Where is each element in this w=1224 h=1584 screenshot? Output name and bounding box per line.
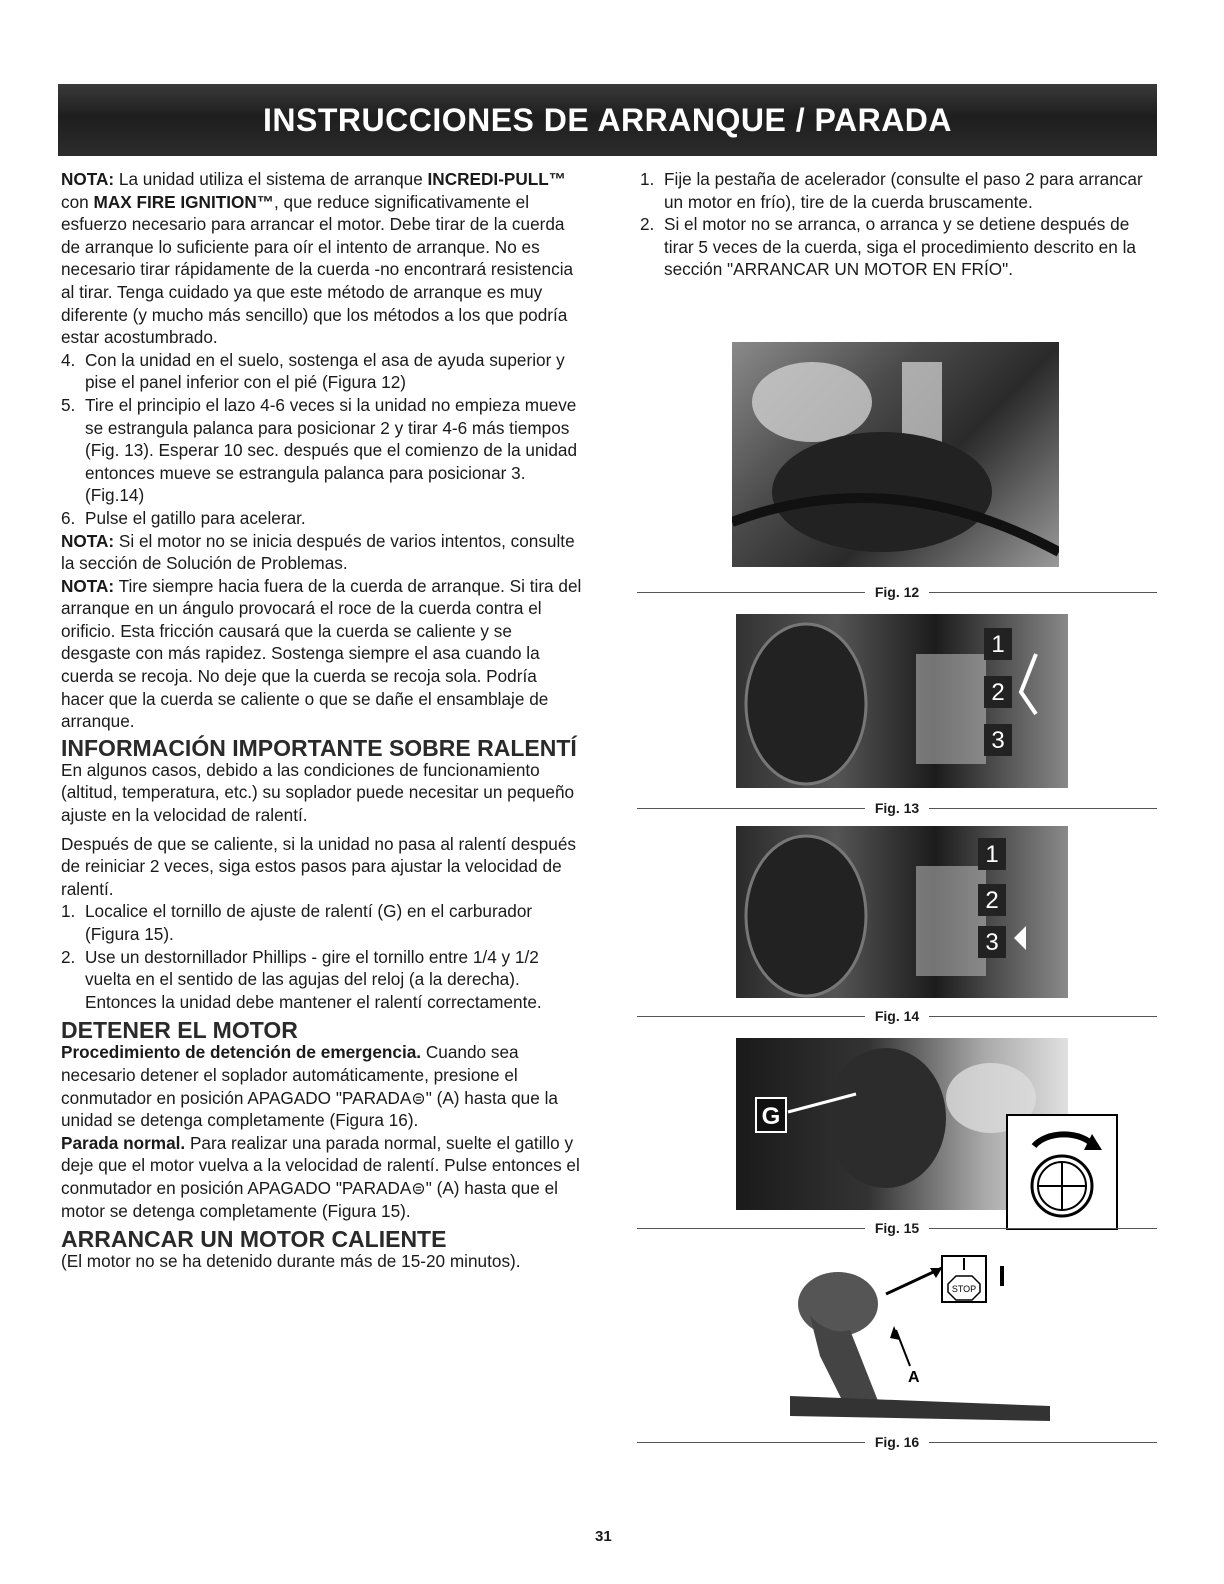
ralenti-paragraph-2: Después de que se caliente, si la unidad no pasa al ralentí después de reiniciar 2 veces, siga estos pasos para ajustar la velocidad de ralentí. [61,833,577,899]
nota-varios-intentos: NOTA: Si el motor no se inicia después de varios intentos, consulte la sección de Solución de Problemas. [61,530,575,574]
page-number: 31 [595,1528,612,1545]
figure-14-caption: Fig. 14 [637,1006,1157,1026]
figure-13-photo [736,614,1068,788]
right-column [640,168,1160,281]
figure-16-illustration [790,1246,1050,1424]
ralenti-paragraph-1: En algunos casos, debido a las condiciones de funcionamiento (altitud, temperatura, etc.) su soplador puede necesitar un pequeño ajuste en la velocidad de ralentí. [61,759,575,826]
caliente-paragraph: (El motor no se ha detenido durante más de 15-20 minutos). [61,1251,521,1272]
label-g: G [761,1103,781,1130]
svg-text:2: 2 [985,887,999,914]
choke-lever-illustration [736,826,1068,998]
figure-12-photo [732,342,1059,567]
left-column [61,168,583,1273]
svg-text:3: 3 [991,727,1005,754]
figure-12-caption: Fig. 12 [637,582,1157,602]
list-item: 1. Localice el tornillo de ajuste de ralentí (G) en el carburador (Figura 15). [61,901,533,944]
screw-rotation-inset [1006,1114,1118,1230]
figure-14-photo [736,826,1068,998]
svg-text:1: 1 [991,631,1005,658]
list-item: 2. Si el motor no se arranca, o arranca y se detiene después de tirar 5 veces de la cuerda, siga el procedimiento descrito en la sección "ARRANCAR UN MOTOR EN FRÍO". [640,214,1136,280]
choke-lever-illustration [736,614,1068,788]
svg-text:3: 3 [985,929,999,956]
starter-pull-illustration [732,342,1059,567]
list-item: 4. Con la unidad en el suelo, sostenga el asa de ayuda superior y pise el panel inferior con el pié (Figura 12) [61,349,565,393]
svg-text:2: 2 [991,679,1005,706]
emergencia-paragraph: Procedimiento de detención de emergencia. Cuando sea necesario detener el soplador automáticamente, presione el conmutador en posición APAGADO "PARADA⊜" (A) hasta que la unidad se detenga completamente (Figura 16). [61,1042,558,1131]
section-title: INSTRUCCIONES DE ARRANQUE / PARADA [262,101,953,138]
figure-15-caption: Fig. 15 [637,1218,1157,1238]
heading-ralenti: INFORMACIÓN IMPORTANTE SOBRE RALENTÍ [61,734,577,761]
phillips-screw-icon [1008,1116,1116,1228]
list-item: 6. Pulse el gatillo para acelerar. [61,507,306,528]
list-item: 5. Tire el principio el lazo 4-6 veces si la unidad no empieza mueve se estrangula palanca para posicionar 2 y tirar 4-6 más tiempos (Fig. 13). Esperar 10 sec. después que el comienzo de la unidad entonces mueve se estrangula palanca para posicionar 3. (Fig.14) [61,394,578,506]
stop-switch-illustration [790,1246,1050,1424]
nota-tire-siempre: NOTA: Tire siempre hacia fuera de la cuerda de arranque. Si tira del arranque en un ángulo provocará el roce de la cuerda contra el orificio. Esta fricción causará que la cuerda se caliente y se desgaste con más rapidez. Sostenga siempre el asa cuando la cuerda se recoja. No deje que la cuerda se recoja sola. Podría hacer que la cuerda se caliente o que se dañe el ensamblaje de arranque. [61,575,582,732]
svg-text:1: 1 [985,841,999,868]
figure-16-caption: Fig. 16 [637,1432,1157,1452]
list-item: 1. Fije la pestaña de acelerador (consulte el paso 2 para arrancar un motor en frío), tire de la cuerda bruscamente. [640,169,1143,212]
label-a: A [908,1369,920,1386]
list-item: 2. Use un destornillador Phillips - gire el tornillo entre 1/4 y 1/2 vuelta en el sentido de las agujas del reloj (a la derecha). Entonces la unidad debe mantener el ralentí correctamente. [61,946,542,1012]
parada-normal-paragraph: Parada normal. Para realizar una parada normal, suelte el gatillo y deje que el motor vuelva a la velocidad de ralentí. Pulse entonces el conmutador en posición APAGADO "PARADA⊜" (A) hasta que el motor se detenga completamente (Figura 15). [61,1132,580,1221]
section-banner [58,84,1157,156]
heading-detener: DETENER EL MOTOR [61,1017,298,1044]
nota-incredi-pull: NOTA: La unidad utiliza el sistema de arranque INCREDI-PULL™ con MAX FIRE IGNITION™, que reduce significativamente el esfuerzo necesario para arrancar el motor. Debe tirar de la cuerda de arranque lo suficiente para oír el intento de arranque. No es necesario tirar rápidamente de la cuerda -no encontrará resistencia al tirar. Tenga cuidado ya que este método de arranque es muy diferente (y mucho más sencillo) que los métodos a los que podría estar acostumbrado. [61,169,574,348]
heading-caliente: ARRANCAR UN MOTOR CALIENTE [61,1226,447,1253]
stop-label: STOP [951,1284,977,1294]
figure-13-caption: Fig. 13 [637,798,1157,818]
